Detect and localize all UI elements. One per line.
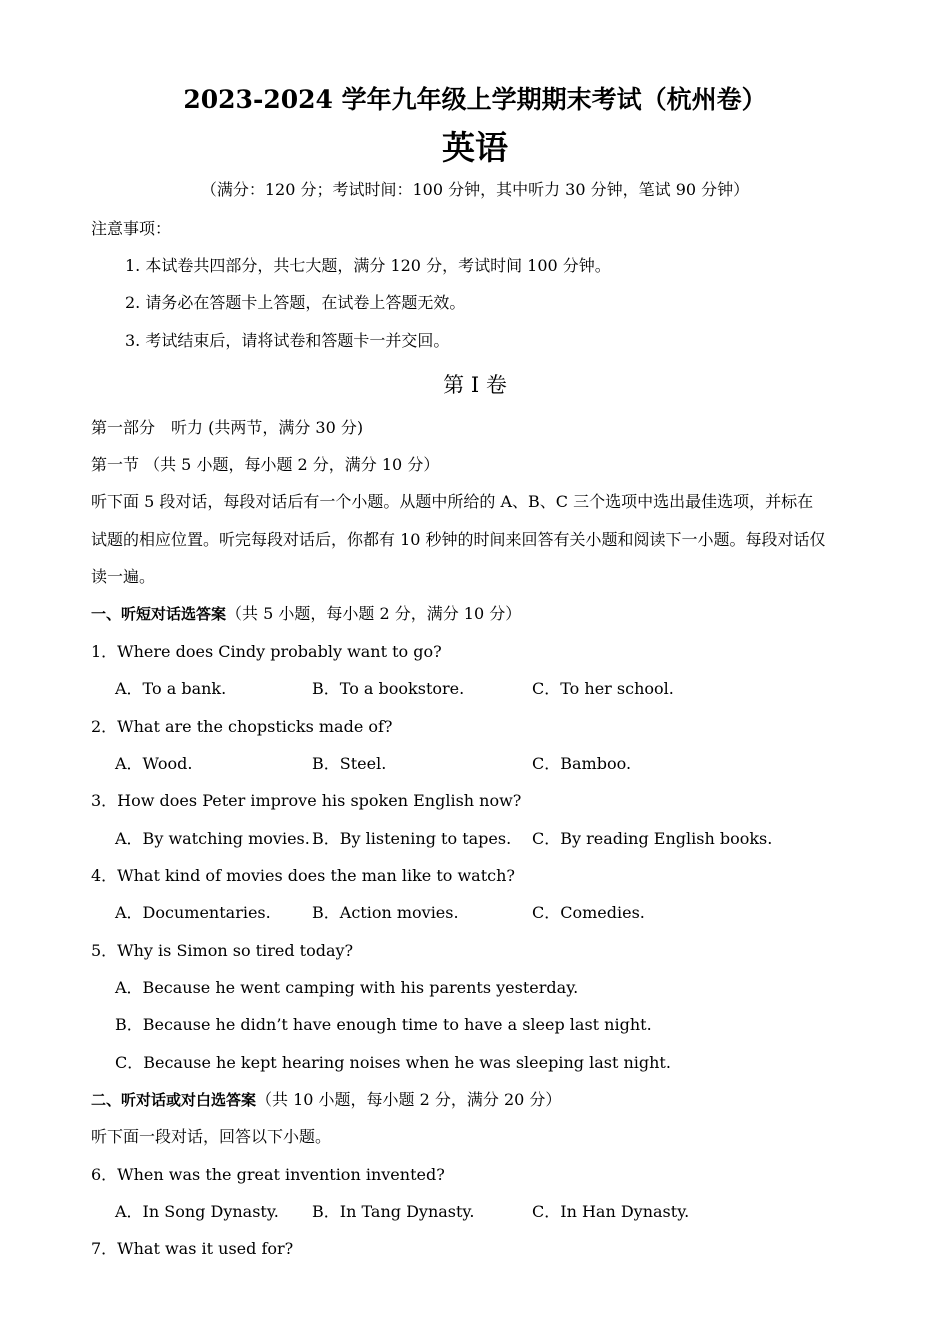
notes-heading: 注意事项：	[91, 219, 172, 238]
option-a: A．To a bank.	[115, 679, 227, 698]
section-b-title-rest: （共 10 小题，每小题 2 分，满分 20 分）	[256, 1090, 562, 1109]
option-b: B．Because he didn’t have enough time to have a sleep last night.	[115, 1015, 652, 1034]
note-item: 3. 考试结束后，请将试卷和答题卡一并交回。	[125, 331, 450, 350]
option-c: C．Bamboo.	[532, 754, 632, 773]
option-a: A．Because he went camping with his parents yesterday.	[115, 978, 579, 997]
option-b: B．To a bookstore.	[312, 679, 465, 698]
note-item: 1. 本试卷共四部分，共七大题，满分 120 分，考试时间 100 分钟。	[125, 256, 611, 275]
option-b: B．Steel.	[312, 754, 387, 773]
note-item: 2. 请务必在答题卡上答题，在试卷上答题无效。	[125, 293, 466, 312]
section-a-title-rest: （共 5 小题，每小题 2 分，满分 10 分）	[226, 604, 522, 623]
question-text: 5．Why is Simon so tired today?	[91, 941, 354, 960]
volume-heading: 第 I 卷	[443, 373, 507, 397]
instruction-line: 试题的相应位置。听完每段对话后，你都有 10 秒钟的时间来回答有关小题和阅读下一小题。每段对话仅	[91, 530, 826, 549]
section-a-title-bold: 一、听短对话选答案	[91, 605, 227, 623]
question-text: 7．What was it used for?	[91, 1239, 294, 1258]
question-text: 4．What kind of movies does the man like to watch?	[91, 866, 515, 885]
option-c: C．In Han Dynasty.	[532, 1202, 690, 1221]
question-text: 2．What are the chopsticks made of?	[91, 717, 393, 736]
option-b: B．In Tang Dynasty.	[312, 1202, 475, 1221]
instruction-line: 读一遍。	[91, 567, 156, 586]
option-a: A．Wood.	[115, 754, 193, 773]
instruction-line: 听下面 5 段对话，每段对话后有一个小题。从题中所给的 A、B、C 三个选项中选出最佳选项，并标在	[91, 492, 814, 511]
question-text: 1．Where does Cindy probably want to go?	[91, 642, 442, 661]
option-a: A．By watching movies.	[115, 829, 310, 848]
option-b: B．By listening to tapes.	[312, 829, 512, 848]
section-heading: 第一节 （共 5 小题，每小题 2 分，满分 10 分）	[91, 455, 440, 474]
question-text: 6．When was the great invention invented?	[91, 1165, 445, 1184]
exam-title: 2023-2024 学年九年级上学期期末考试（杭州卷）	[183, 85, 767, 114]
subject-title: 英语	[442, 128, 508, 167]
option-b: B．Action movies.	[312, 903, 459, 922]
section-b-instruction: 听下面一段对话，回答以下小题。	[91, 1127, 332, 1146]
question-text: 3．How does Peter improve his spoken English now?	[91, 791, 522, 810]
option-c: C．Comedies.	[532, 903, 645, 922]
section-b-title-bold: 二、听对话或对白选答案	[91, 1091, 257, 1109]
part-heading: 第一部分 听力 (共两节，满分 30 分)	[91, 418, 364, 437]
option-c: C．To her school.	[532, 679, 674, 698]
section-a-title	[91, 604, 521, 624]
option-a: A．In Song Dynasty.	[115, 1202, 279, 1221]
option-c: C．Because he kept hearing noises when he was sleeping last night.	[115, 1053, 671, 1072]
score-info: （满分：120 分；考试时间：100 分钟，其中听力 30 分钟，笔试 90 分钟）	[200, 180, 750, 199]
section-b-title	[91, 1090, 561, 1110]
option-c: C．By reading English books.	[532, 829, 773, 848]
option-a: A．Documentaries.	[115, 903, 271, 922]
